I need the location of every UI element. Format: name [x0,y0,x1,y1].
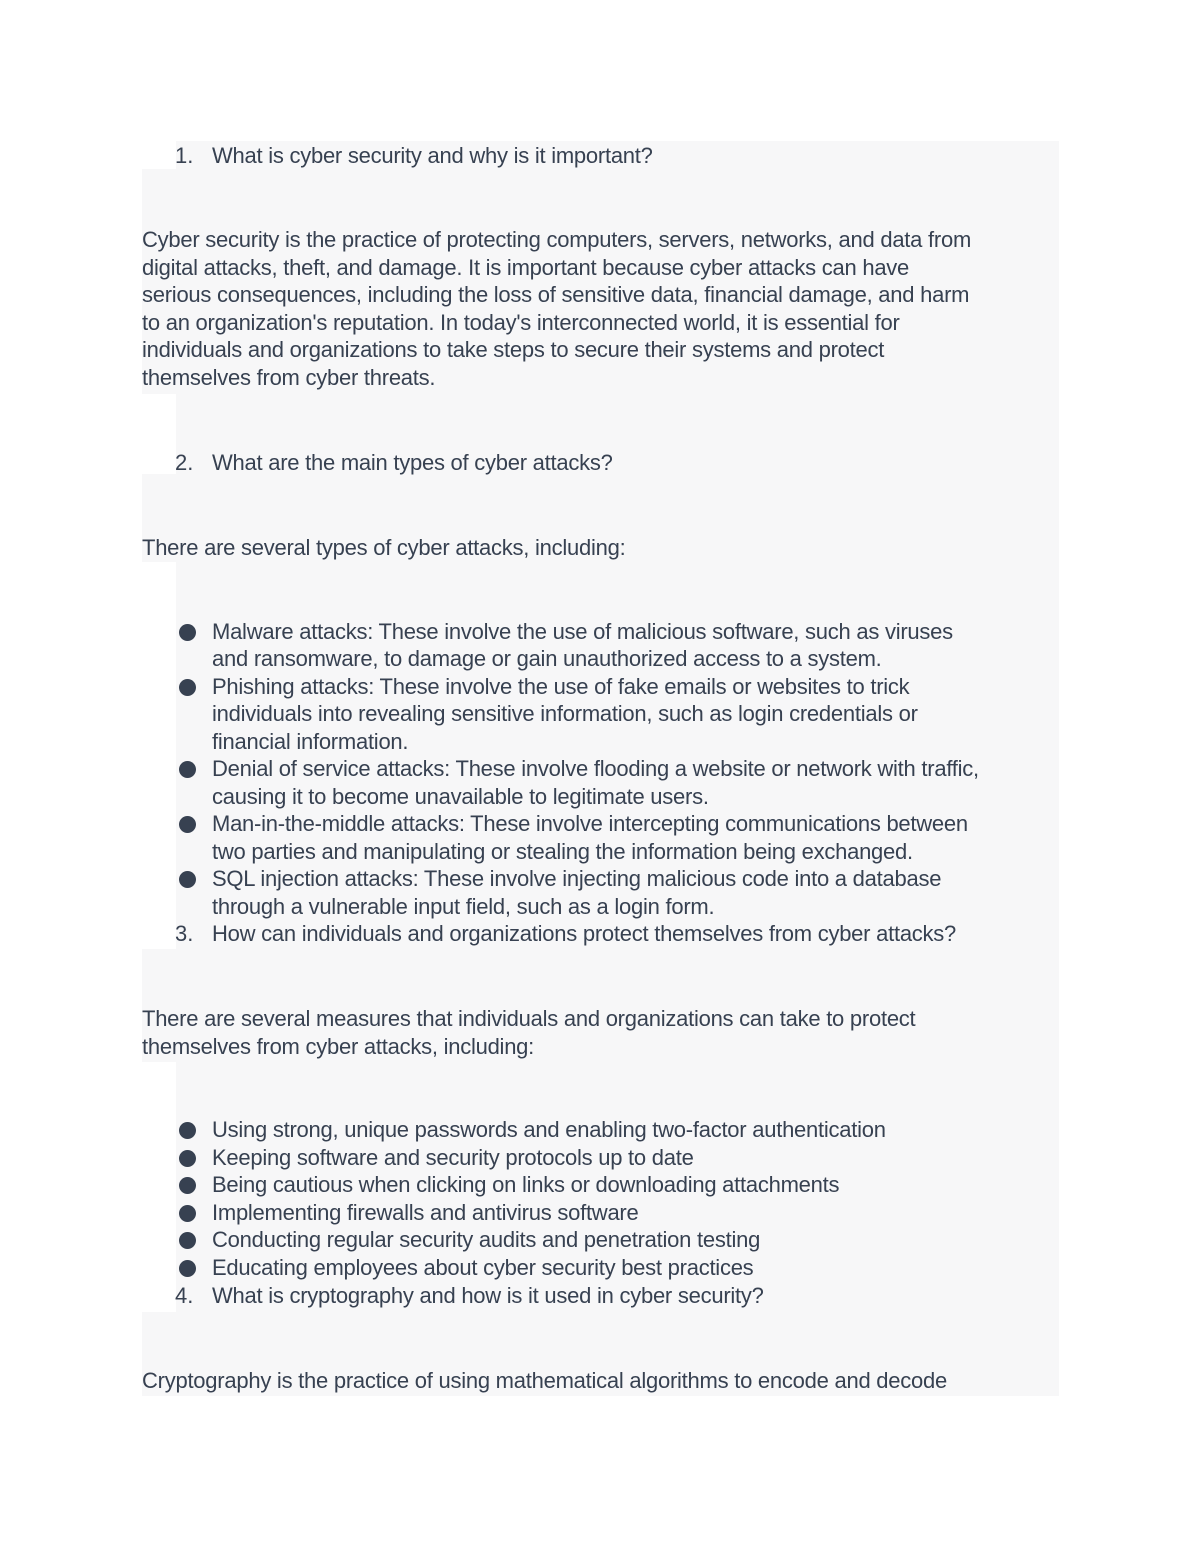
question-3-text: How can individuals and organizations protect themselves from cyber attacks? [212,921,957,946]
paragraph-line: to an organization's reputation. In today's interconnected world, it is essential for [142,310,900,335]
paragraph-line: Cyber security is the practice of protecting computers, servers, networks, and data from [142,227,972,252]
list-item-line: through a vulnerable input field, such as a login form. [212,894,715,919]
list-item-line: and ransomware, to damage or gain unauthorized access to a system. [212,646,882,671]
bullet-icon [179,1150,196,1167]
list-item-line: Denial of service attacks: These involve flooding a website or network with traffic, [212,756,979,781]
list-item: Being cautious when clicking on links or downloading attachments [212,1172,840,1197]
question-4-text: What is cryptography and how is it used in cyber security? [212,1283,764,1308]
list-item-line: causing it to become unavailable to legitimate users. [212,784,709,809]
paragraph-line: digital attacks, theft, and damage. It is important because cyber attacks can have [142,255,910,280]
bullet-icon [179,1177,196,1194]
list-item-line: Malware attacks: These involve the use of malicious software, such as viruses [212,619,953,644]
question-number: 2. [175,450,194,475]
paragraph-line: serious consequences, including the loss of sensitive data, financial damage, and harm [142,282,970,307]
list-item: Implementing firewalls and antivirus software [212,1200,639,1225]
question-number: 3. [175,921,194,946]
list-item: Keeping software and security protocols up to date [212,1145,694,1170]
question-2-text: What are the main types of cyber attacks? [212,450,613,475]
bullet-icon [179,624,196,641]
paragraph-line: themselves from cyber attacks, including: [142,1034,535,1059]
bullet-icon [179,679,196,696]
bullet-icon [179,761,196,778]
bullet-icon [179,816,196,833]
answer-4-paragraph: Cryptography is the practice of using mathematical algorithms to encode and decode [142,1368,947,1393]
list-item: Using strong, unique passwords and enabling two-factor authentication [212,1117,886,1142]
paragraph-line: themselves from cyber threats. [142,365,436,390]
question-number: 4. [175,1283,194,1308]
bullet-icon [179,1122,196,1139]
paragraph-line: There are several measures that individuals and organizations can take to protect [142,1006,916,1031]
list-item-line: individuals into revealing sensitive information, such as login credentials or [212,701,918,726]
list-item: Conducting regular security audits and penetration testing [212,1227,761,1252]
question-1-text: What is cyber security and why is it important? [212,143,653,168]
question-number: 1. [175,143,194,168]
list-item-line: financial information. [212,729,409,754]
list-item-line: two parties and manipulating or stealing the information being exchanged. [212,839,913,864]
list-item: Educating employees about cyber security best practices [212,1255,754,1280]
paragraph-line: individuals and organizations to take steps to secure their systems and protect [142,337,885,362]
list-item-line: SQL injection attacks: These involve injecting malicious code into a database [212,866,942,891]
list-item-line: Man-in-the-middle attacks: These involve intercepting communications between [212,811,968,836]
bullet-icon [179,1260,196,1277]
bullet-icon [179,1205,196,1222]
bullet-icon [179,871,196,888]
list-item-line: Phishing attacks: These involve the use of fake emails or websites to trick [212,674,910,699]
answer-2-intro: There are several types of cyber attacks, including: [142,535,626,560]
bullet-icon [179,1232,196,1249]
